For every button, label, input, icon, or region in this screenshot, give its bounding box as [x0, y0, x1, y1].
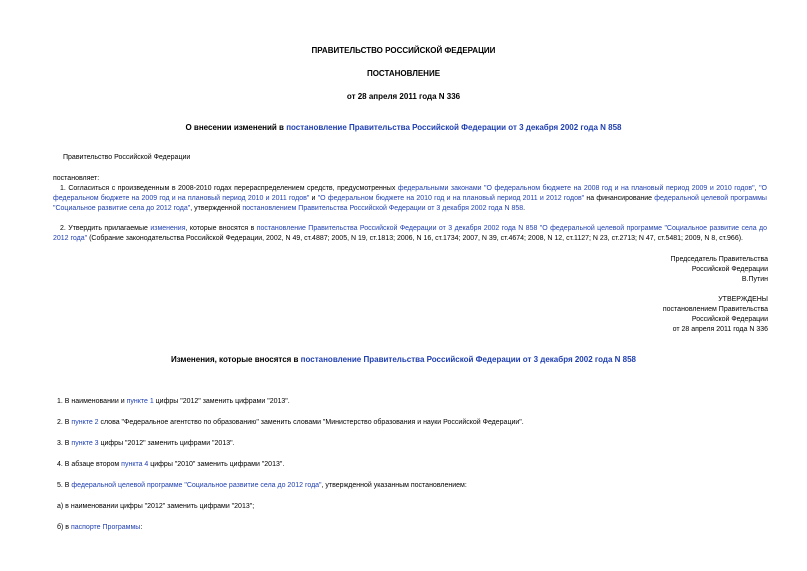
item-3-text-1: 3. В — [57, 440, 72, 447]
item-4-text-2: цифры "2010" заменить цифрами "2013". — [148, 461, 285, 468]
signature-line-3: В.Путин — [741, 276, 768, 283]
p1-text-4: на финансирование — [584, 195, 655, 202]
p1-link-law-2008[interactable]: федеральными законами "О федеральном бюджете на 2008 год и на плановый период 2009 и 2010 годов" — [397, 185, 755, 192]
item-2-text-1: 2. В — [57, 419, 72, 426]
p1-link-law-2009[interactable]: "О федеральном бюджете на 2009 год и на плановый период 2010 и 2011 годов" — [53, 185, 767, 202]
p1-text-5: , утвержденной — [190, 205, 243, 212]
item-2 — [57, 418, 771, 428]
p1-link-program[interactable]: федеральной целевой программы "Социальное развитие села до 2012 года" — [53, 195, 767, 212]
title-prefix: О внесении изменений в — [185, 123, 287, 132]
p2-text-2: , которые вносятся в — [185, 225, 257, 232]
item-3-link[interactable]: пункте 3 — [71, 440, 99, 447]
item-5b-link[interactable]: паспорте Программы — [70, 524, 141, 531]
item-5 — [57, 481, 771, 491]
changes-title-link[interactable]: постановление Правительства Российской Федерации от 3 декабря 2002 года N 858 — [300, 355, 636, 364]
item-4-link[interactable]: пункта 4 — [121, 461, 149, 468]
paragraph-2 — [53, 224, 767, 244]
changes-title-prefix: Изменения, которые вносятся в — [171, 355, 301, 364]
p2-text-1: 2. Утвердить прилагаемые — [60, 225, 151, 232]
item-1-text-1: 1. В наименовании и — [57, 398, 127, 405]
p2-text-3: (Собрание законодательства Российской Федерации, 2002, N 49, ст.4887; 2005, N 19, ст.1813; 2006, N 16, ст.1734; 2007, N 39, ст.4674; 2008, N 12, ст.1127; N 23, ст.2713; N 47, ст.5481; 2009, N 8, ст.966). — [87, 235, 743, 242]
approved-line-1: УТВЕРЖДЕНЫ — [718, 296, 768, 303]
item-5a — [57, 502, 771, 512]
item-2-link[interactable]: пункте 2 — [71, 419, 99, 426]
item-1-link[interactable]: пункте 1 — [126, 398, 154, 405]
document-type: ПОСТАНОВЛЕНИЕ — [366, 69, 441, 78]
signature-line-2: Российской Федерации — [691, 266, 768, 273]
p1-text-1: 1. Согласиться с произведенным в 2008-2010 годах перераспределением средств, предусмотренных — [60, 185, 398, 192]
item-1 — [57, 397, 771, 407]
p1-text-2: , — [754, 185, 760, 192]
issuer-text: Правительство Российской Федерации — [63, 154, 191, 161]
approved-block — [600, 295, 768, 335]
paragraph-1 — [53, 184, 767, 214]
item-3-text-2: цифры "2012" заменить цифрами "2013". — [98, 440, 235, 447]
item-3 — [57, 439, 771, 449]
p1-text-3: и — [309, 195, 318, 202]
p1-text-6: . — [523, 205, 526, 212]
item-5b-text-1: б) в — [57, 524, 71, 531]
item-5b-text-2: : — [140, 524, 143, 531]
p2-link-resolution[interactable]: постановление Правительства Российской Федерации от 3 декабря 2002 года N 858 "О федеральной целевой программе "Социальное развитие села до 2012 года" — [53, 225, 767, 242]
item-5-text-1: 5. В — [57, 482, 72, 489]
item-4-text-1: 4. В абзаце втором — [57, 461, 122, 468]
item-5-text-2: , утвержденной указанным постановлением: — [321, 482, 467, 489]
approved-line-3: Российской Федерации — [691, 316, 768, 323]
p1-link-law-2010[interactable]: "О федеральном бюджете на 2010 год и на плановый период 2011 и 2012 годов" — [317, 195, 585, 202]
p1-link-resolution[interactable]: постановлением Правительства Российской Федерации от 3 декабря 2002 года N 858 — [242, 205, 524, 212]
item-5-link[interactable]: федеральной целевой программе "Социальное развитие села до 2012 года" — [71, 482, 322, 489]
item-4 — [57, 460, 771, 470]
p2-link-changes[interactable]: изменения — [150, 225, 186, 232]
resolves-text: постановляет: — [53, 175, 100, 182]
document-date-number: от 28 апреля 2011 года N 336 — [346, 92, 461, 101]
document-title — [0, 123, 807, 133]
signature-block — [600, 255, 768, 285]
signature-line-1: Председатель Правительства — [670, 256, 768, 263]
approved-line-4: от 28 апреля 2011 года N 336 — [672, 326, 768, 333]
item-5a-text: а) в наименовании цифры "2012" заменить цифрами "2013"; — [57, 503, 255, 510]
government-heading: ПРАВИТЕЛЬСТВО РОССИЙСКОЙ ФЕДЕРАЦИИ — [311, 46, 496, 55]
item-5b — [57, 523, 771, 533]
title-link[interactable]: постановление Правительства Российской Федерации от 3 декабря 2002 года N 858 — [286, 123, 622, 132]
approved-line-2: постановлением Правительства — [662, 306, 768, 313]
item-1-text-2: цифры "2012" заменить цифрами "2013". — [153, 398, 290, 405]
changes-title — [0, 355, 807, 365]
item-2-text-2: слова "Федеральное агентство по образованию" заменить словами "Министерство образования и науки Российской Федерации". — [98, 419, 524, 426]
